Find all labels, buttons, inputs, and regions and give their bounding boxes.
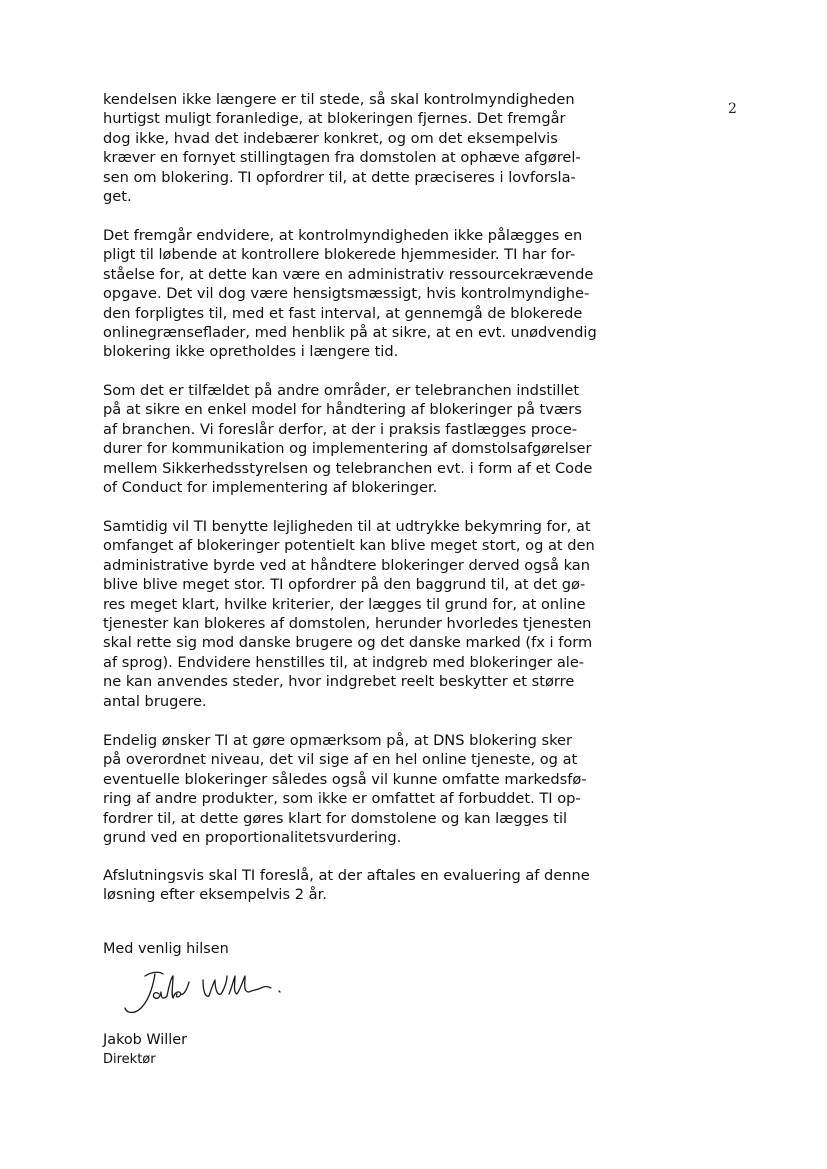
paragraph-evaluation: [103, 866, 663, 905]
text-line: hurtigst muligt foranledige, at blokeringen fjernes. Det fremgår: [103, 110, 566, 128]
text-line: dog ikke, hvad det indebærer konkret, og om det eksempelvis: [103, 129, 558, 147]
text-line: blive blive meget stor. TI opfordrer på den baggrund til, at det gø-: [103, 576, 586, 594]
text-line: kræver en fornyet stillingtagen fra domstolen at ophæve afgørel-: [103, 149, 581, 167]
text-line: res meget klart, hvilke kriterier, der lægges til grund for, at online: [103, 595, 586, 613]
text-line: onlinegrænseflader, med henblik på at sikre, at en evt. unødvendig: [103, 323, 597, 341]
text-line: grund ved en proportionalitetsvurdering.: [103, 828, 402, 846]
text-line: ring af andre produkter, som ikke er omfattet af forbuddet. TI op-: [103, 790, 581, 808]
text-line: på at sikre en enkel model for håndtering af blokeringer på tværs: [103, 401, 582, 419]
text-line: ståelse for, at dette kan være en administrativ ressourcekrævende: [103, 265, 594, 283]
paragraph-blocking-removal: [103, 90, 663, 206]
text-line: of Conduct for implementering af blokeringer.: [103, 478, 438, 496]
text-line: kendelsen ikke længere er til stede, så skal kontrolmyndigheden: [103, 91, 575, 108]
handwritten-signature: [115, 968, 285, 1020]
text-line: administrative byrde ved at håndtere blokeringer derved også kan: [103, 556, 590, 574]
closing-greeting: Med venlig hilsen: [103, 941, 229, 957]
text-line: løsning efter eksempelvis 2 år.: [103, 886, 327, 904]
paragraph-control-obligation: [103, 226, 663, 362]
paragraph-industry-model: [103, 381, 663, 497]
text-line: Det fremgår endvidere, at kontrolmyndigheden ikke pålægges en: [103, 227, 583, 244]
text-line: Afslutningsvis skal TI foreslå, at der aftales en evaluering af denne: [103, 867, 590, 884]
text-line: fordrer til, at dette gøres klart for domstolene og kan lægges til: [103, 809, 568, 827]
text-line: tjenester kan blokeres af domstolen, herunder hvorledes tjenesten: [103, 614, 592, 632]
text-line: omfanget af blokeringer potentielt kan blive meget stort, og at den: [103, 537, 595, 555]
text-line: skal rette sig mod danske brugere og det danske marked (fx i form: [103, 634, 593, 652]
text-line: get.: [103, 187, 132, 205]
signer-name: Jakob Willer: [103, 1032, 188, 1048]
text-line: Samtidig vil TI benytte lejligheden til at udtrykke bekymring for, at: [103, 518, 591, 535]
paragraph-dns-blocking: [103, 731, 663, 847]
text-line: på overordnet niveau, det vil sige af en hel online tjeneste, og at: [103, 751, 578, 769]
text-line: pligt til løbende at kontrollere blokerede hjemmesider. TI har for-: [103, 246, 576, 264]
signer-title: Direktør: [103, 1052, 156, 1067]
text-line: eventuelle blokeringer således også vil kunne omfatte markedsfø-: [103, 770, 587, 788]
text-line: Endelig ønsker TI at gøre opmærksom på, at DNS blokering sker: [103, 732, 573, 749]
text-line: antal brugere.: [103, 692, 207, 710]
text-line: af branchen. Vi foreslår derfor, at der i praksis fastlægges proce-: [103, 420, 577, 438]
paragraph-concern-scope: [103, 517, 663, 711]
text-line: opgave. Det vil dog være hensigtsmæssigt, hvis kontrolmyndighe-: [103, 285, 590, 303]
text-line: af sprog). Endvidere henstilles til, at indgreb med blokeringer ale-: [103, 653, 585, 671]
text-line: Som det er tilfældet på andre områder, er telebranchen indstillet: [103, 382, 580, 399]
text-line: blokering ikke opretholdes i længere tid.: [103, 343, 399, 361]
text-line: mellem Sikkerhedsstyrelsen og telebranchen evt. i form af et Code: [103, 459, 593, 477]
text-line: durer for kommunikation og implementering af domstolsafgørelser: [103, 440, 592, 458]
text-line: den forpligtes til, med et fast interval, at gennemgå de blokerede: [103, 304, 583, 322]
text-line: ne kan anvendes steder, hvor indgrebet reelt beskytter et større: [103, 673, 575, 691]
page-number: 2: [728, 101, 737, 117]
text-line: sen om blokering. TI opfordrer til, at dette præciseres i lovforsla-: [103, 168, 576, 186]
